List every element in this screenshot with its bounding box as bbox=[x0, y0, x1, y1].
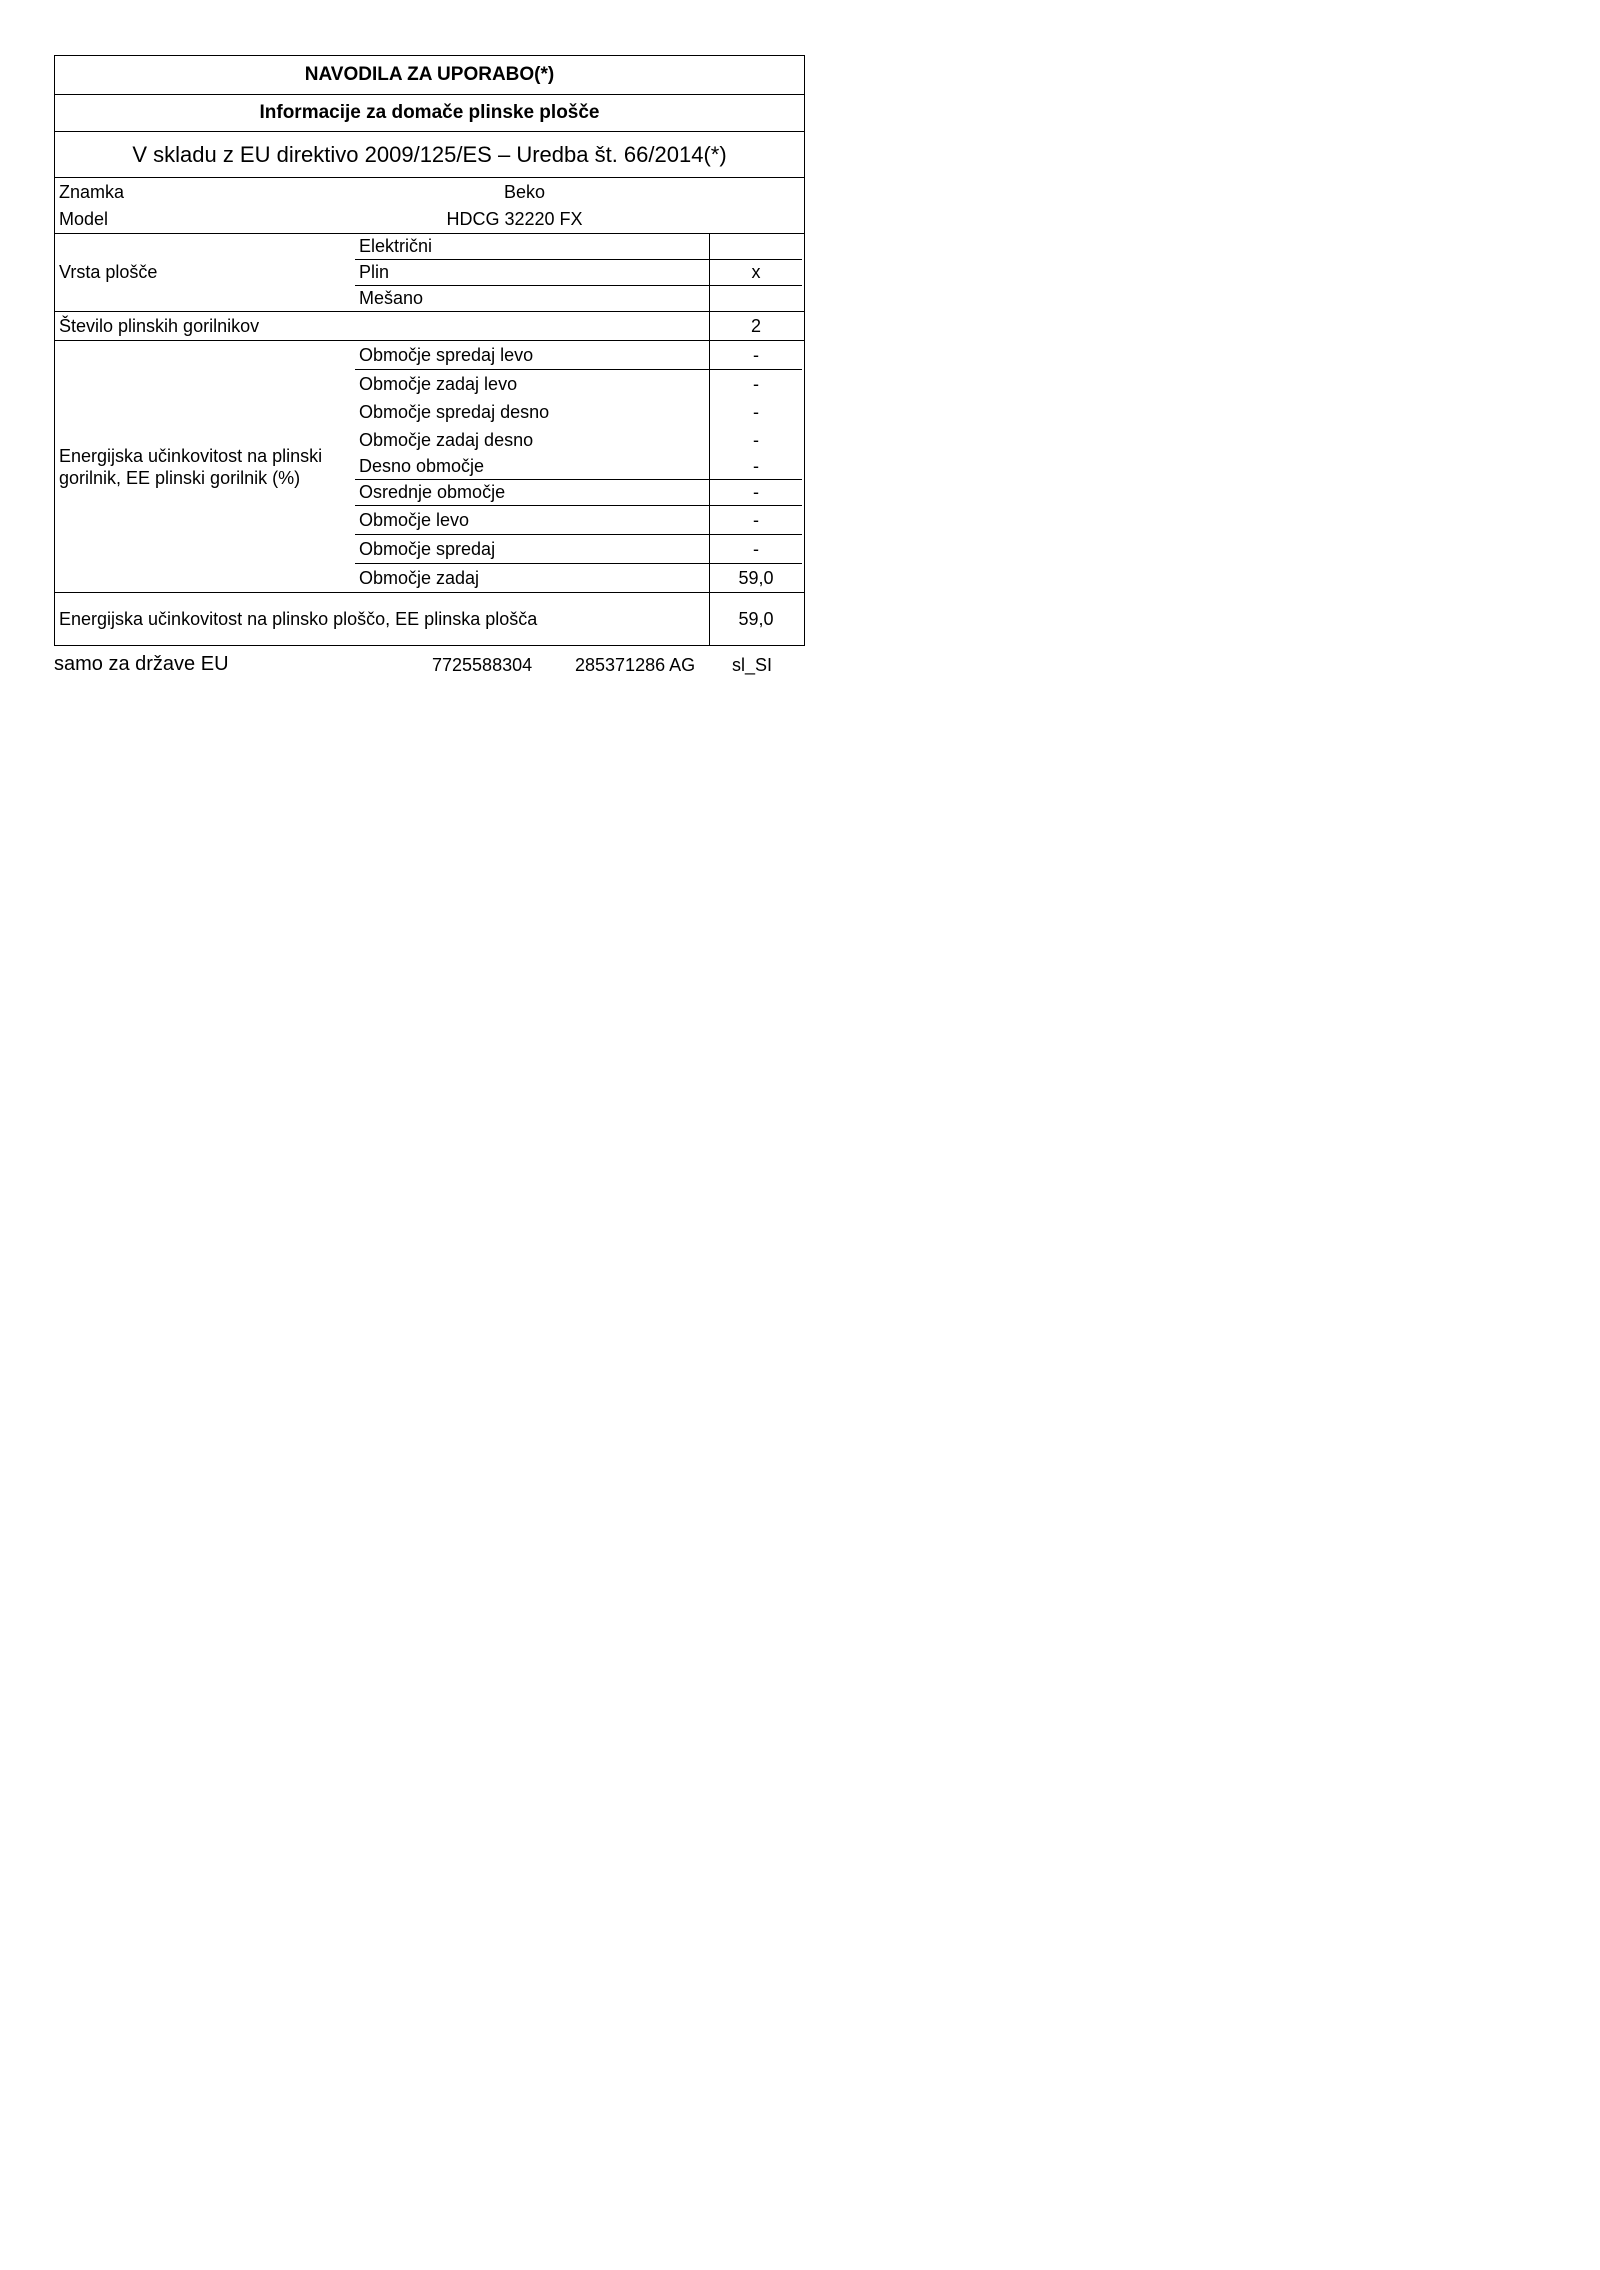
product-info-table bbox=[54, 55, 805, 646]
hob-type-option-label: Električni bbox=[355, 234, 709, 260]
hob-type-options bbox=[355, 234, 709, 311]
zone-label: Območje zadaj desno bbox=[359, 429, 534, 450]
brand-row bbox=[55, 178, 804, 206]
document-subtitle: Informacije za domače plinske plošče bbox=[55, 95, 804, 132]
footer-code-2: 285371286 AG bbox=[575, 655, 696, 675]
burner-efficiency-label: Energijska učinkovitost na plinski gorilnik, EE plinski gorilnik (%) bbox=[59, 445, 323, 488]
zone-value: - bbox=[710, 535, 802, 564]
brand-label: Znamka bbox=[59, 181, 125, 202]
footer-code-1: 7725588304 bbox=[432, 655, 533, 675]
zone-labels bbox=[355, 341, 709, 592]
hob-type-option-value bbox=[710, 286, 802, 311]
burners-label: Število plinskih gorilnikov bbox=[59, 315, 260, 336]
model-label: Model bbox=[59, 209, 109, 229]
hob-type-block bbox=[55, 234, 804, 312]
zone-value: - bbox=[753, 373, 759, 394]
zone-value: - bbox=[753, 401, 759, 422]
burners-row bbox=[55, 312, 804, 341]
hob-type-option-label: Plin bbox=[355, 260, 709, 286]
hob-efficiency-label: Energijska učinkovitost na plinsko ploščo, EE plinska plošča bbox=[59, 608, 538, 629]
zone-label: Območje spredaj levo bbox=[355, 341, 709, 370]
zone-values bbox=[709, 341, 802, 592]
model-value: HDCG 32220 FX bbox=[446, 209, 583, 229]
hob-type-values bbox=[709, 234, 802, 311]
zone-label: Območje spredaj desno bbox=[359, 401, 550, 422]
burner-efficiency-block bbox=[55, 341, 804, 593]
hob-efficiency-row bbox=[55, 593, 804, 645]
zone-value: - bbox=[710, 454, 802, 480]
zone-label: Območje levo bbox=[355, 506, 709, 535]
zone-label: Območje spredaj bbox=[355, 535, 709, 564]
zone-label: Osrednje območje bbox=[355, 480, 709, 506]
zone-value: - bbox=[710, 506, 802, 535]
footer bbox=[54, 653, 814, 681]
hob-type-option-label: Mešano bbox=[359, 288, 424, 308]
hob-efficiency-value: 59,0 bbox=[709, 593, 802, 645]
hob-type-option-value: x bbox=[710, 260, 802, 286]
document-title: NAVODILA ZA UPORABO(*) bbox=[55, 56, 804, 95]
zone-label: Območje zadaj bbox=[359, 567, 480, 588]
zone-value: 59,0 bbox=[738, 567, 774, 588]
regulation-line: V skladu z EU direktivo 2009/125/ES – Uredba št. 66/2014(*) bbox=[55, 132, 804, 178]
zone-label: Območje zadaj levo bbox=[359, 373, 518, 394]
zone-label: Desno območje bbox=[355, 454, 709, 480]
brand-model-block bbox=[55, 178, 804, 234]
footer-locale: sl_SI bbox=[732, 655, 773, 675]
model-row bbox=[55, 206, 804, 233]
hob-type-label: Vrsta plošče bbox=[59, 262, 158, 282]
footer-note: samo za države EU bbox=[54, 653, 229, 675]
brand-value: Beko bbox=[503, 181, 546, 202]
zone-value: - bbox=[753, 429, 759, 450]
zone-value: - bbox=[710, 341, 802, 370]
burners-value: 2 bbox=[709, 312, 802, 340]
zone-value: - bbox=[710, 480, 802, 506]
hob-type-option-value bbox=[710, 234, 802, 260]
